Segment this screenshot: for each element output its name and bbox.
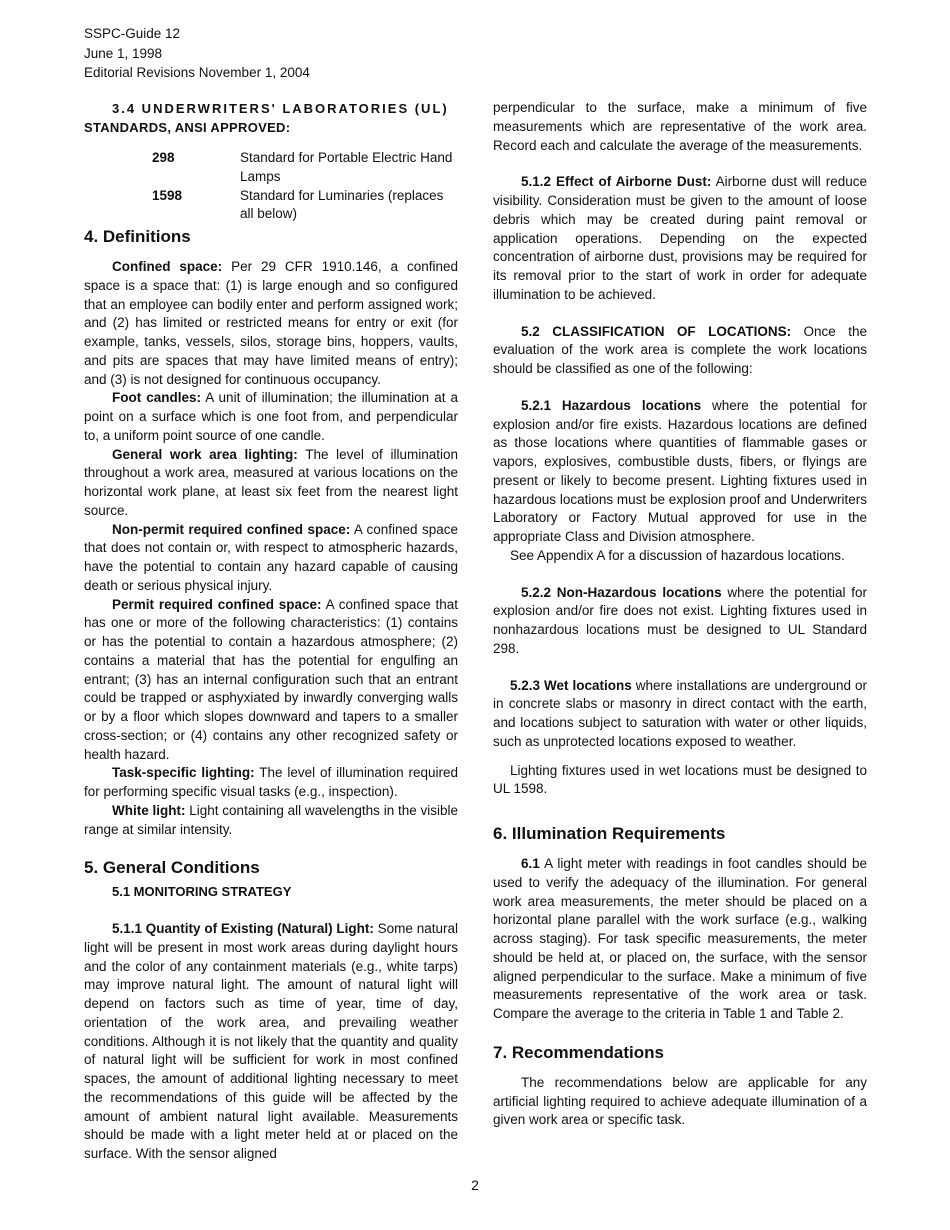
right-column xyxy=(493,99,867,1130)
section-5-1-1-continued: perpendicular to the surface, make a minimum of five measurements which are representative of the work area. Record each and calculate the average of the measurements. xyxy=(493,100,867,153)
doc-id: SSPC-Guide 12 xyxy=(84,26,181,41)
general-conditions-heading: 5. General Conditions xyxy=(84,858,260,878)
ul-standards-list xyxy=(152,149,458,224)
ul-standards-heading: 3.4 UNDERWRITERS' LABORATORIES (UL) STANDARDS, ANSI APPROVED: xyxy=(84,101,449,135)
definition-confined-space: Confined space: Per 29 CFR 1910.146, a confined space is a space that: (1) is large enough and so configured that an employee can bodily enter and perform assigned work; and (2) has limited or restricted means for entry or exit (for example, tanks, vessels, silos, storage bins, hoppers, vaults, and pits are spaces that may have limited means of entry); and (3) is not designed for continuous occupancy. xyxy=(84,259,458,387)
definition-foot-candles: Foot candles: A unit of illumination; the illumination at a point on a surface which is one foot from, and perpendicular to, a uniform point source of one candle. xyxy=(84,390,458,443)
wet-locations-note: Lighting fixtures used in wet locations must be designed to UL 1598. xyxy=(493,762,867,797)
section-5-2-2: 5.2.2 Non-Hazardous locations where the potential for explosion and/or fire does not exist. Lighting fixtures used in nonhazardous locations must be designed to UL Standard 298. xyxy=(493,584,867,656)
doc-revision: Editorial Revisions November 1, 2004 xyxy=(84,65,310,80)
section-5-2-1: 5.2.1 Hazardous locations where the potential for explosion and/or fire exists. Hazardous locations are defined as those locations where quantities of flammable gases or vapors, explosives, combustible dusts, fibers, or flyings are present or likely to become present. Lighting fixtures used in hazardous locations must be explosion proof and Underwriters Laboratory or Factory Mutual approved for use in the appropriate Class and Division atmosphere. xyxy=(493,397,867,544)
definition-white-light: White light: Light containing all wavelengths in the visible range at similar intensity. xyxy=(84,802,459,837)
left-column xyxy=(84,99,458,1164)
definition-non-permit-space: Non-permit required confined space: A confined space that does not contain or, with respect to atmospheric hazards, have the potential to contain any hazard capable of causing death or serious physical injury. xyxy=(84,521,458,593)
standard-number: 1598 xyxy=(152,187,183,203)
section-5-2: 5.2 CLASSIFICATION OF LOCATIONS: Once the evaluation of the work area is complete the work locations should be classified as one of the following: xyxy=(493,323,867,376)
illumination-heading: 6. Illumination Requirements xyxy=(493,824,726,843)
recommendations-text: The recommendations below are applicable for any artificial lighting required to achieve adequate illumination of a given work area or specific task. xyxy=(493,1074,867,1128)
doc-date: June 1, 1998 xyxy=(84,45,163,61)
standard-row xyxy=(152,149,458,187)
section-5-1-2: 5.1.2 Effect of Airborne Dust: Airborne dust will reduce visibility. Consideration must be given to the amount of loose debris which may be created during paint removal or application operations. Depending on the expected concentration of airborne dust, provisions may be required for its removal prior to the start of work in order for adequate illumination to be achieved. xyxy=(493,174,868,302)
standard-description: Standard for Portable Electric Hand Lamps xyxy=(240,150,453,184)
definition-task-lighting: Task-specific lighting: The level of illumination required for performing specific visual tasks (e.g., inspection). xyxy=(84,765,458,799)
appendix-note: See Appendix A for a discussion of hazardous locations. xyxy=(510,547,845,563)
definition-permit-space: Permit required confined space: A confined space that has one or more of the following characteristics: (1) contains or has the potential to contain a hazardous atmosphere; (2) contains a material that has the potential for engulfing an entrant; (3) has an internal configuration such that an entrant could be trapped or asphyxiated by inwardly converging walls or by a floor which slopes downward and tapers to a smaller cross-section; or (4) contains any other recognized safety or health hazard. xyxy=(84,596,458,762)
definition-general-lighting: General work area lighting: The level of illumination throughout a work area, measured at various locations on the horizontal work plane, at least six feet from the nearest light source. xyxy=(84,446,459,518)
document-header xyxy=(84,24,310,83)
standard-description: Standard for Luminaries (replaces all below) xyxy=(240,187,444,222)
section-6-1: 6.1 A light meter with readings in foot candles should be used to verify the adequacy of the illumination. For general work area measurements, the meter should be placed on a horizontal plane parallel with the work surface (e.g., walking across staging). For task specific measurements, the meter should be held at, or placed on, the surface, with the sensor aligned perpendicular to the surface. Make a minimum of five measurements representative of the work area or task. Compare the average to the criteria in Table 1 and Table 2. xyxy=(493,856,867,1021)
standard-number: 298 xyxy=(152,150,175,165)
page-number: 2 xyxy=(471,1177,479,1193)
standard-row xyxy=(152,187,458,225)
definitions-heading: 4. Definitions xyxy=(84,227,191,246)
monitoring-strategy-heading: 5.1 MONITORING STRATEGY xyxy=(112,884,292,900)
section-5-2-3: 5.2.3 Wet locations where installations are underground or in concrete slabs or masonry in direct contact with the earth, and locations subject to saturation with water or other liquids, such as unprotected locations exposed to weather. xyxy=(493,677,868,749)
recommendations-heading: 7. Recommendations xyxy=(493,1042,664,1062)
section-5-1-1: 5.1.1 Quantity of Existing (Natural) Light: Some natural light will be present in most work areas during daylight hours and the color of any containment materials (e.g., white tarps) may improve natural light. The amount of natural light will depend on factors such as time of year, time of day, orientation of the work area, and prevailing weather conditions. Although it is not likely that the quantity and quality of natural light will be sufficient for work in most confined spaces, the amount of additional lighting necessary to meet the recommendations of this guide will be affected by the amount of ambient natural light available. Measurements should be made with a light meter held at or placed on the surface. With the sensor aligned xyxy=(84,921,458,1161)
